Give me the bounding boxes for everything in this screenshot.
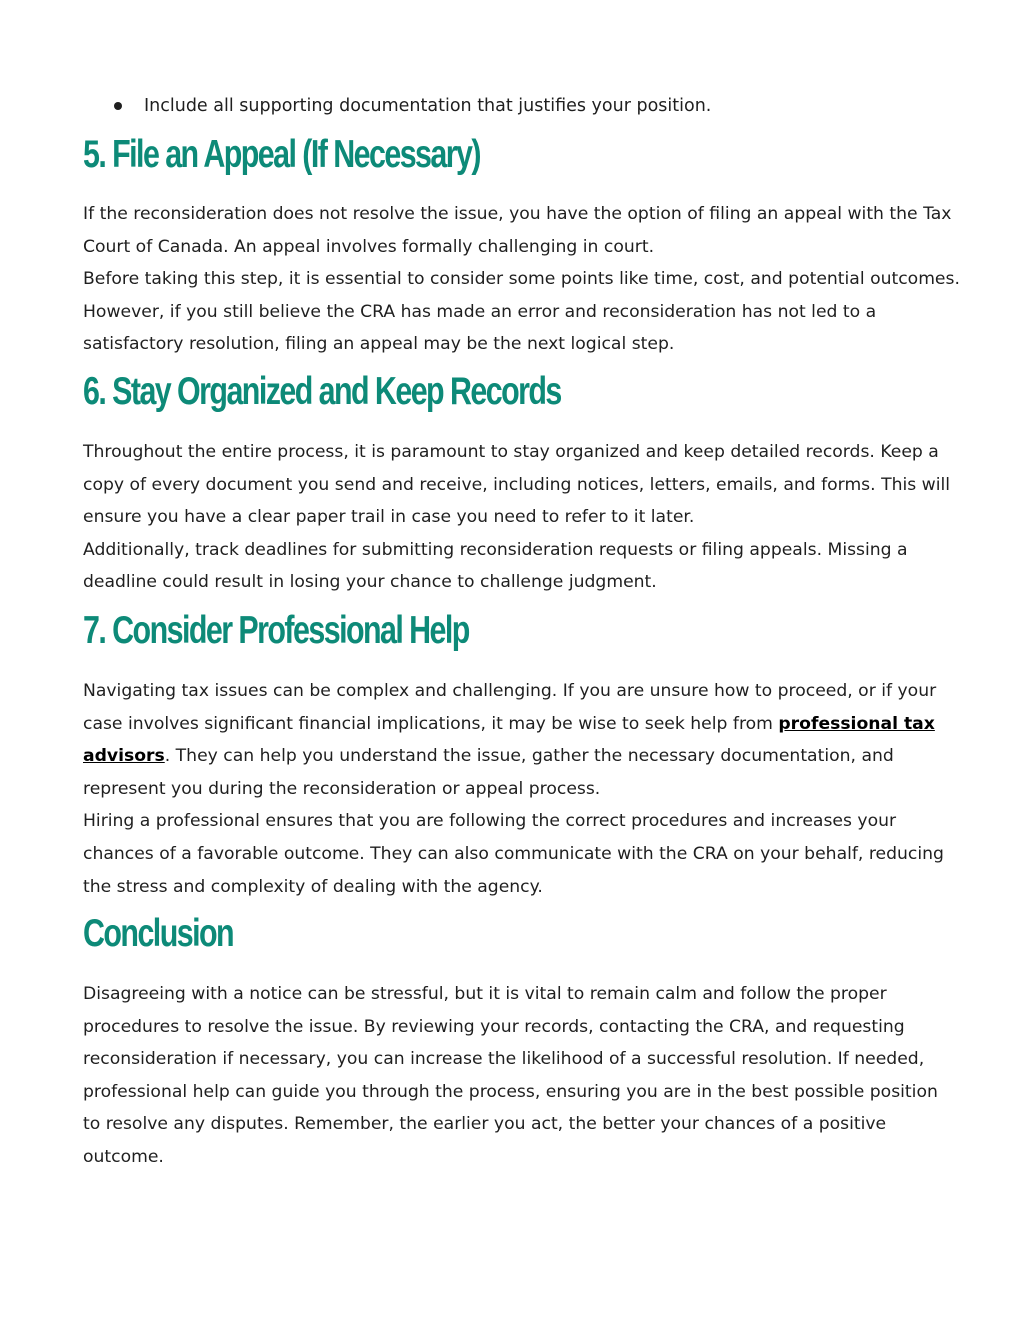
section-body-professional-help [83, 675, 963, 903]
paragraph-line: However, if you still believe the CRA has made an error and reconsideration has not led to a [83, 301, 877, 322]
section-heading-professional-help: 7. Consider Professional Help [83, 609, 469, 652]
section-heading-conclusion: Conclusion [83, 912, 234, 955]
paragraph-line: the stress and complexity of dealing with the agency. [83, 876, 543, 897]
paragraph-line: professional help can guide you through the process, ensuring you are in the best possible position [83, 1081, 938, 1102]
professional-tax-advisors-link-continued[interactable]: advisors [83, 746, 165, 767]
paragraph-text: case involves significant financial implications, it may be wise to seek help from [83, 713, 779, 734]
section-body-stay-organized [83, 436, 963, 599]
paragraph-line: reconsideration if necessary, you can increase the likelihood of a successful resolution. If needed, [83, 1049, 925, 1070]
paragraph-line: deadline could result in losing your chance to challenge judgment. [83, 572, 657, 593]
paragraph-line: procedures to resolve the issue. By reviewing your records, contacting the CRA, and requesting [83, 1016, 905, 1037]
paragraph-line: Before taking this step, it is essential to consider some points like time, cost, and potential outcomes. [83, 269, 960, 290]
paragraph-line: outcome. [83, 1146, 164, 1167]
paragraph-line: Court of Canada. An appeal involves formally challenging in court. [83, 236, 655, 257]
paragraph-line [83, 740, 963, 773]
section-body-conclusion [83, 978, 963, 1174]
paragraph-line: represent you during the reconsideration or appeal process. [83, 778, 601, 799]
paragraph-line: If the reconsideration does not resolve the issue, you have the option of filing an appeal with the Tax [83, 204, 952, 224]
paragraph-line: copy of every document you send and receive, including notices, letters, emails, and forms. This will [83, 474, 951, 495]
paragraph-line: ensure you have a clear paper trail in case you need to refer to it later. [83, 507, 695, 528]
paragraph-line: satisfactory resolution, filing an appeal may be the next logical step. [83, 334, 675, 355]
section-heading-file-appeal: 5. File an Appeal (If Necessary) [83, 133, 480, 176]
section-heading-stay-organized: 6. Stay Organized and Keep Records [83, 370, 561, 413]
paragraph-line [83, 708, 963, 741]
section-body-file-appeal [83, 198, 963, 361]
paragraph-text: . They can help you understand the issue, gather the necessary documentation, and [164, 746, 894, 767]
paragraph-line: to resolve any disputes. Remember, the earlier you act, the better your chances of a positive [83, 1114, 887, 1135]
professional-tax-advisors-link[interactable]: professional tax [778, 713, 935, 734]
paragraph-line: Additionally, track deadlines for submitting reconsideration requests or filing appeals. Missing a [83, 539, 908, 560]
list-item [114, 93, 711, 119]
paragraph-line: Hiring a professional ensures that you are following the correct procedures and increases your [83, 811, 897, 832]
bullet-icon [114, 102, 122, 110]
bullet-list [114, 93, 711, 119]
paragraph-line: Throughout the entire process, it is paramount to stay organized and keep detailed records. Keep a [83, 442, 939, 462]
paragraph-line: Disagreeing with a notice can be stressful, but it is vital to remain calm and follow the proper [83, 984, 887, 1004]
paragraph-line: Navigating tax issues can be complex and challenging. If you are unsure how to proceed, or if your [83, 681, 937, 701]
list-item-text: Include all supporting documentation that justifies your position. [144, 96, 712, 116]
paragraph-line: chances of a favorable outcome. They can also communicate with the CRA on your behalf, reducing [83, 843, 944, 864]
